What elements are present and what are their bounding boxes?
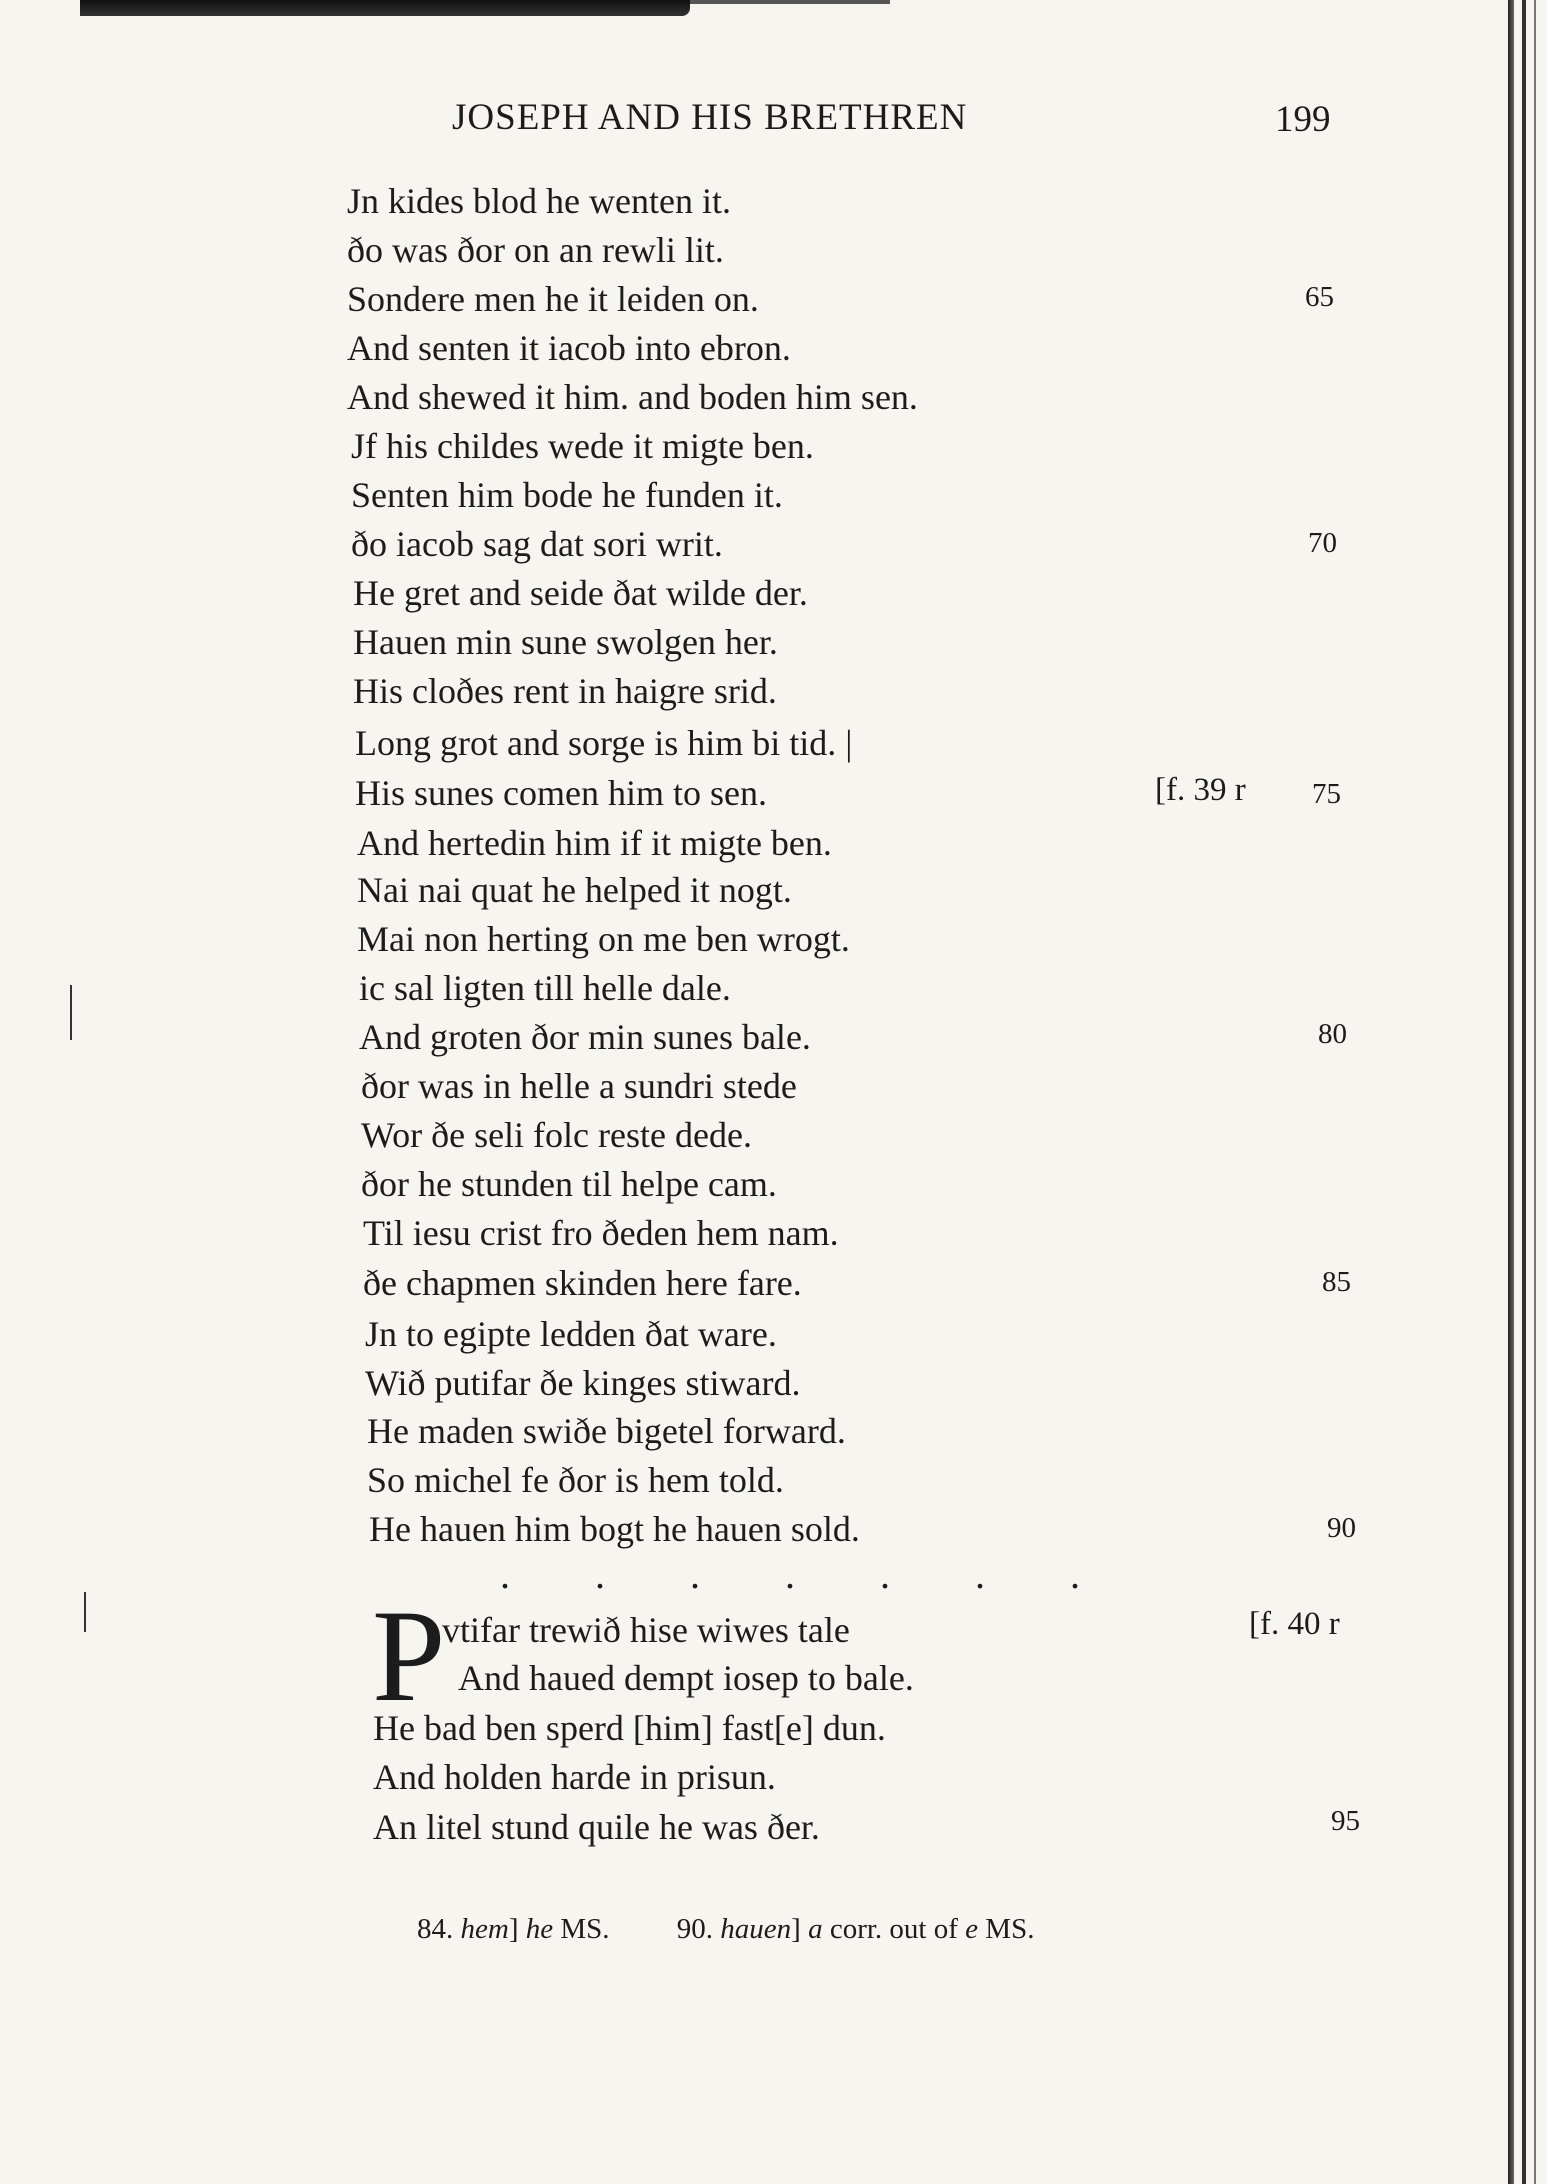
verse-line: He gret and seide ðat wilde der.: [353, 573, 808, 613]
verse-line: Jf his childes wede it migte ben.: [351, 426, 814, 466]
verse-line: And groten ðor min sunes bale.: [359, 1017, 811, 1057]
footnote-reading: he: [525, 1913, 554, 1945]
verse-line: Hauen min sune swolgen her.: [353, 622, 778, 662]
footnote-text: corr. out of: [829, 1913, 958, 1945]
line-number: 90: [1327, 1512, 1356, 1544]
verse-line: An litel stund quile he was ðer.: [373, 1807, 820, 1847]
verse-line: Jn to egipte ledden ðat ware.: [365, 1314, 777, 1354]
footnote-number: 90.: [676, 1913, 714, 1945]
verse-line: He maden swiðe bigetel forward.: [367, 1411, 846, 1451]
verse-line: ic sal ligten till helle dale.: [359, 968, 731, 1008]
verse-line: vtifar trewið hise wiwes tale: [442, 1610, 850, 1650]
verse-line: ðo iacob sag dat sori writ.: [351, 524, 723, 564]
line-number: 95: [1331, 1805, 1360, 1837]
verse-line: Mai non herting on me ben wrogt.: [357, 919, 850, 959]
folio-mark: [f. 39 r: [1155, 772, 1246, 808]
line-number: 85: [1322, 1266, 1351, 1298]
verse-line: Wið putifar ðe kinges stiward.: [365, 1363, 801, 1403]
verse-line: His cloðes rent in haigre srid.: [353, 671, 777, 711]
line-number: 75: [1312, 778, 1341, 810]
line-number: 70: [1308, 527, 1337, 559]
line-number: 65: [1305, 281, 1334, 313]
page-number: 199: [1275, 99, 1331, 140]
scan-edge-shadow: [690, 0, 890, 4]
verse-line: And holden harde in prisun.: [373, 1757, 776, 1797]
verse-line: So michel fe ðor is hem told.: [367, 1460, 784, 1500]
verse-line: He hauen him bogt he hauen sold.: [369, 1509, 860, 1549]
verse-line: ðo was ðor on an rewli lit.: [347, 230, 724, 270]
verse-line: Wor ðe seli folc reste dede.: [361, 1115, 752, 1155]
scan-edge-shadow: [80, 0, 690, 16]
footnote-reading: a: [808, 1913, 823, 1945]
footnote-number: 84.: [417, 1913, 454, 1945]
verse-line: And senten it iacob into ebron.: [347, 328, 791, 368]
verse-line: ðor he stunden til helpe cam.: [361, 1164, 777, 1204]
verse-line: Nai nai quat he helped it nogt.: [357, 870, 792, 910]
verse-line: Til iesu crist fro ðeden hem nam.: [363, 1213, 839, 1253]
line-number: 80: [1318, 1018, 1347, 1050]
footnote-lemma: hauen: [720, 1913, 792, 1945]
verse-line: Jn kides blod he wenten it.: [347, 181, 731, 221]
footnote: 90. hauen] a corr. out of e MS.: [676, 1913, 1035, 1945]
page-edge: [1522, 0, 1526, 2184]
margin-mark: [84, 1592, 86, 1632]
footnote-text: MS.: [985, 1913, 1035, 1945]
verse-line: And haued dempt iosep to bale.: [458, 1658, 914, 1698]
folio-mark: [f. 40 r: [1249, 1606, 1340, 1642]
drop-cap: P: [372, 1582, 446, 1729]
footnote-text: MS.: [560, 1913, 610, 1945]
footnote-lemma: hem: [460, 1913, 509, 1945]
verse-line: And shewed it him. and boden him sen.: [347, 377, 918, 417]
footnote: 84. hem] he MS.: [417, 1913, 610, 1945]
section-break: . . . . . . .: [500, 1552, 1080, 1597]
verse-line: Long grot and sorge is him bi tid. |: [355, 723, 853, 763]
verse-line: And hertedin him if it migte ben.: [357, 823, 832, 863]
verse-line: His sunes comen him to sen.: [355, 773, 767, 813]
verse-line: Sondere men he it leiden on.: [347, 279, 759, 319]
page-edge: [1534, 0, 1536, 2184]
running-title: JOSEPH AND HIS BRETHREN: [452, 97, 968, 138]
page-edge: [1508, 0, 1514, 2184]
verse-line: ðor was in helle a sundri stede: [361, 1066, 797, 1106]
verse-line: Senten him bode he funden it.: [351, 475, 783, 515]
footnote-letter: e: [965, 1913, 979, 1945]
footnotes: [417, 1913, 1094, 1946]
verse-line: ðe chapmen skinden here fare.: [363, 1263, 802, 1303]
verse-line: He bad ben sperd [him] fast[e] dun.: [373, 1708, 886, 1748]
margin-mark: [70, 985, 72, 1040]
